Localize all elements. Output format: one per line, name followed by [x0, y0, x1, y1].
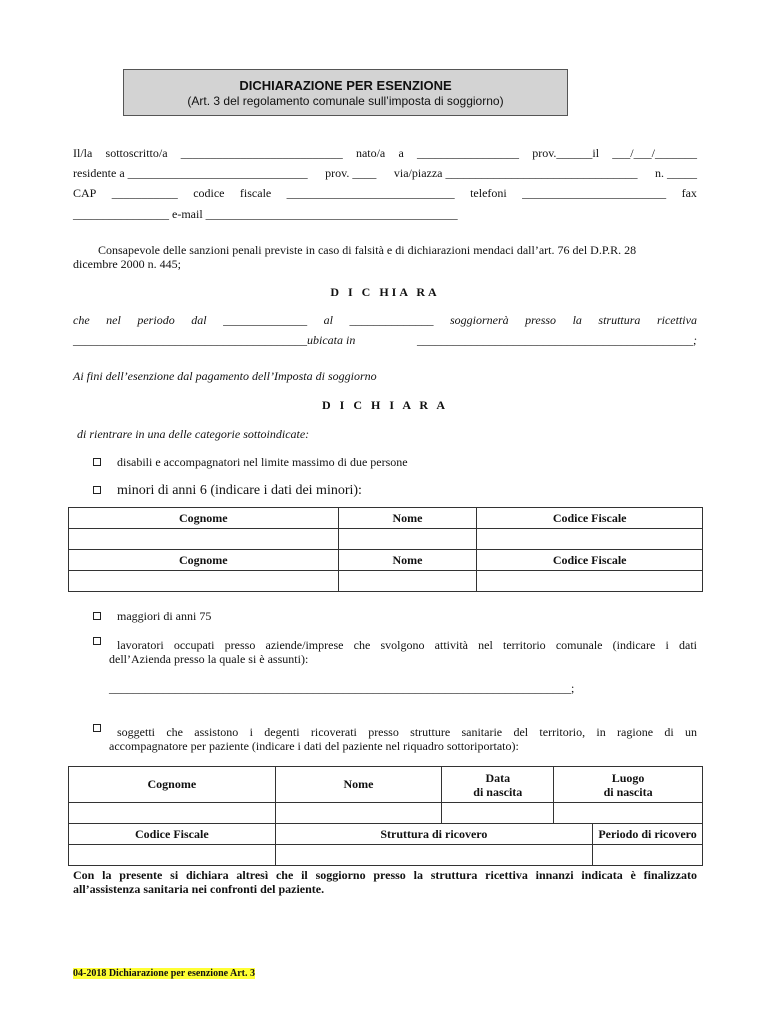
field-label: a — [398, 146, 404, 160]
name-blank[interactable]: ___________________________ — [180, 146, 343, 160]
name-cell[interactable] — [338, 529, 477, 550]
birth-place-cell[interactable] — [554, 803, 703, 824]
header-name: Nome — [338, 508, 477, 529]
checkbox-icon[interactable] — [93, 612, 101, 620]
header-surname: Cognome — [69, 550, 339, 571]
period-word: al — [323, 313, 333, 327]
checkbox-icon[interactable] — [93, 486, 101, 494]
table-header-row — [69, 767, 703, 803]
checkbox-icon[interactable] — [93, 724, 101, 732]
company-blank[interactable]: _____________________________________________________________________________; — [109, 681, 575, 695]
hospital-period-cell[interactable] — [593, 845, 703, 866]
date-to-blank[interactable]: ______________ — [349, 313, 434, 327]
header-surname: Cognome — [69, 508, 339, 529]
period-word: periodo — [137, 313, 175, 327]
header-tax-code: Codice Fiscale — [69, 824, 276, 845]
period-word: la — [572, 313, 582, 327]
table-row — [69, 803, 703, 824]
structure-blank[interactable]: _______________________________________ubicata in — [73, 333, 356, 347]
option-label: lavoratori occupati presso aziende/imprese che svolgono attività nel territorio comunale (indicare i dati — [117, 638, 697, 652]
option-assist[interactable] — [93, 725, 697, 740]
table-row — [69, 571, 703, 592]
dichiara-heading-1: D I C HIA RA — [330, 285, 440, 299]
period-word: presso — [525, 313, 557, 327]
patient-table — [68, 766, 703, 866]
footer-label: 04-2018 Dichiarazione per esenzione Art. 3 — [73, 968, 256, 979]
tax-code-cell[interactable] — [477, 571, 703, 592]
email-line[interactable]: ________________ e-mail __________________________________________ — [73, 207, 458, 221]
birth-date-cell[interactable] — [442, 803, 554, 824]
location-blank[interactable]: ______________________________________________; — [417, 333, 697, 347]
option-label: minori di anni 6 (indicare i dati dei minori): — [117, 483, 362, 498]
hospital-cell[interactable] — [275, 845, 592, 866]
field-label: telefoni — [470, 186, 507, 200]
personal-line-1 — [73, 146, 697, 161]
option-disabled[interactable] — [93, 455, 408, 470]
birthdate-blank[interactable]: ___/___/_______ — [612, 146, 697, 160]
period-word: struttura — [598, 313, 641, 327]
option-over75[interactable] — [93, 609, 211, 624]
table-header-row — [69, 824, 703, 845]
surname-cell[interactable] — [69, 803, 276, 824]
field-label: nato/a — [355, 146, 386, 160]
field-label: Il/la — [73, 146, 93, 160]
period-word: dal — [191, 313, 207, 327]
tax-code-cell[interactable] — [477, 529, 703, 550]
period-line-2 — [73, 333, 697, 348]
street-blank[interactable]: via/piazza ________________________________ — [393, 166, 638, 180]
period-word: che — [73, 313, 90, 327]
number-blank[interactable]: n. _____ — [655, 166, 697, 180]
date-from-blank[interactable]: ______________ — [223, 313, 308, 327]
minors-table — [68, 507, 703, 592]
header-name: Nome — [275, 767, 442, 803]
birthplace-blank[interactable]: _________________ — [417, 146, 519, 160]
header-tax-code: Codice Fiscale — [477, 508, 703, 529]
surname-cell[interactable] — [69, 571, 339, 592]
awareness-line-2: dicembre 2000 n. 445; — [73, 257, 181, 271]
field-label: codice — [193, 186, 225, 200]
tax-code-cell[interactable] — [69, 845, 276, 866]
phone-blank[interactable]: ________________________ — [522, 186, 667, 200]
period-word: ricettiva — [656, 313, 697, 327]
document-subtitle: (Art. 3 del regolamento comunale sull’imposta di soggiorno) — [187, 94, 504, 108]
name-cell[interactable] — [338, 571, 477, 592]
field-label: CAP — [73, 186, 97, 200]
period-word: soggiornerà — [449, 313, 509, 327]
personal-line-2 — [73, 166, 697, 181]
header-surname: Cognome — [69, 767, 276, 803]
table-header-row — [69, 508, 703, 529]
period-word: nel — [106, 313, 121, 327]
option-label: disabili e accompagnatori nel limite massimo di due persone — [117, 455, 408, 469]
header-birth-date: Data di nascita — [442, 767, 554, 803]
option-minors[interactable] — [93, 483, 362, 499]
exemption-intro: Ai fini dell’esenzione dal pagamento dell’Imposta di soggiorno — [73, 369, 377, 383]
header-birth-place: Luogo di nascita — [554, 767, 703, 803]
title-box — [123, 69, 568, 116]
surname-cell[interactable] — [69, 529, 339, 550]
category-intro: di rientrare in una delle categorie sottoindicate: — [77, 427, 310, 441]
closing-line-1: Con la presente si dichiara altresì che il soggiorno presso la struttura ricettiva innanzi indicata è finalizzato — [73, 868, 697, 882]
field-label: sottoscritto/a — [105, 146, 168, 160]
personal-line-3 — [73, 186, 697, 201]
header-name: Nome — [338, 550, 477, 571]
field-label: fiscale — [239, 186, 272, 200]
document-title: DICHIARAZIONE PER ESENZIONE — [239, 78, 452, 93]
tax-code-blank[interactable]: ____________________________ — [286, 186, 455, 200]
closing-line-2: all’assistenza sanitaria nei confronti del paziente. — [73, 882, 325, 896]
cap-blank[interactable]: ___________ — [111, 186, 178, 200]
option-label: maggiori di anni 75 — [117, 609, 212, 623]
prov-blank[interactable]: prov.______il — [532, 146, 600, 160]
prov-blank[interactable]: prov. ____ — [325, 166, 377, 180]
field-label: fax — [681, 186, 697, 200]
dichiara-heading-2: D I C H I A R A — [321, 398, 449, 412]
table-row — [69, 845, 703, 866]
table-header-row — [69, 550, 703, 571]
header-hospital-period: Periodo di ricovero — [593, 824, 703, 845]
residence-blank[interactable]: residente a ______________________________ — [73, 166, 308, 180]
workers-line-2: dell’Azienda presso la quale si è assunti): — [109, 652, 309, 666]
option-label: soggetti che assistono i degenti ricoverati presso strutture sanitarie del territorio, in ragione di un — [117, 725, 697, 739]
awareness-line-1: Consapevole delle sanzioni penali previste in caso di falsità e di dichiarazioni mendaci dall’art. 76 del D.P.R. 28 — [98, 243, 637, 257]
header-tax-code: Codice Fiscale — [477, 550, 703, 571]
table-row — [69, 529, 703, 550]
name-cell[interactable] — [275, 803, 442, 824]
assist-line-2: accompagnatore per paziente (indicare i dati del paziente nel riquadro sottoriportato): — [109, 739, 519, 753]
checkbox-icon[interactable] — [93, 458, 101, 466]
header-hospital: Struttura di ricovero — [275, 824, 592, 845]
option-workers[interactable] — [93, 638, 697, 653]
period-line-1 — [73, 313, 697, 328]
checkbox-icon[interactable] — [93, 637, 101, 645]
